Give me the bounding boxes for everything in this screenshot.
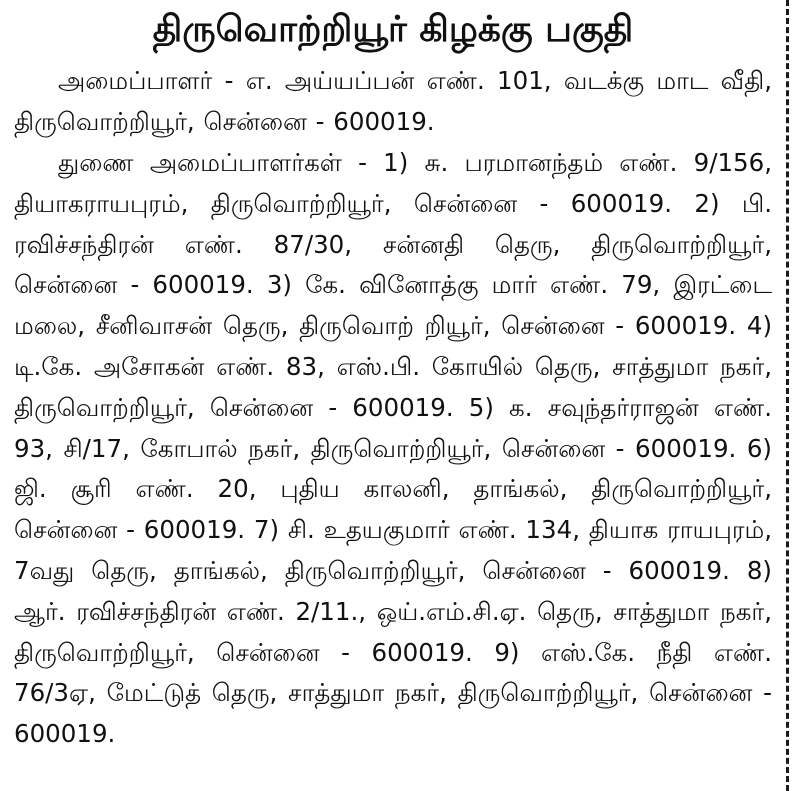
- column-divider: [786, 0, 789, 791]
- section-heading: திருவொற்றியூர் கிழக்கு பகுதி: [152, 9, 634, 50]
- deputy-organizers-text: துணை அமைப்பாளர்கள் - 1) சு. பரமானந்தம் எண். 9/156, தியாகராயபுரம், திருவொற்றியூர், சென்னை - 600019. 2) பி. ரவிச்சந்திரன் எண். 87/30, சன்னதி தெரு, திருவொற்றியூர், சென்னை - 600019. 3) கே. வினோத்கு மார் எண். 79, இரட்டை மலை, சீனிவாசன் தெரு, திருவொற் றியூர், சென்னை - 600019. 4) டி.கே. அசோகன் எண். 83, எஸ்.பி. கோயில் தெரு, சாத்துமா நகர், திருவொற்றியூர், சென்னை - 600019. 5) க. சவுந்தர்ராஜன் எண். 93, சி/17, கோபால் நகர், திருவொற்றியூர், சென்னை - 600019. 6) ஜி. சூரி எண். 20, புதிய காலனி, தாங்கல், திருவொற்றியூர், சென்னை - 600019. 7) சி. உதயகுமார் எண். 134, தியாக ராயபுரம், 7வது தெரு, தாங்கல், திருவொற்றியூர், சென்னை - 600019. 8) ஆர். ரவிச்சந்திரன் எண். 2/11., ஒய்.எம்.சி.ஏ. தெரு, சாத்துமா நகர், திருவொற்றியூர், சென்னை - 600019. 9) எஸ்.கே. நீதி எண். 76/3ஏ, மேட்டுத் தெரு, சாத்துமா நகர், திருவொற்றியூர், சென்னை - 600019.: [14, 148, 772, 749]
- organizer-paragraph: [14, 61, 772, 143]
- news-column: [14, 0, 772, 791]
- organizer-text: அமைப்பாளர் - எ. அய்யப்பன் எண். 101, வடக்கு மாட வீதி, திருவொற்றியூர், சென்னை - 600019.: [14, 66, 772, 136]
- deputy-organizers-paragraph: [14, 143, 772, 791]
